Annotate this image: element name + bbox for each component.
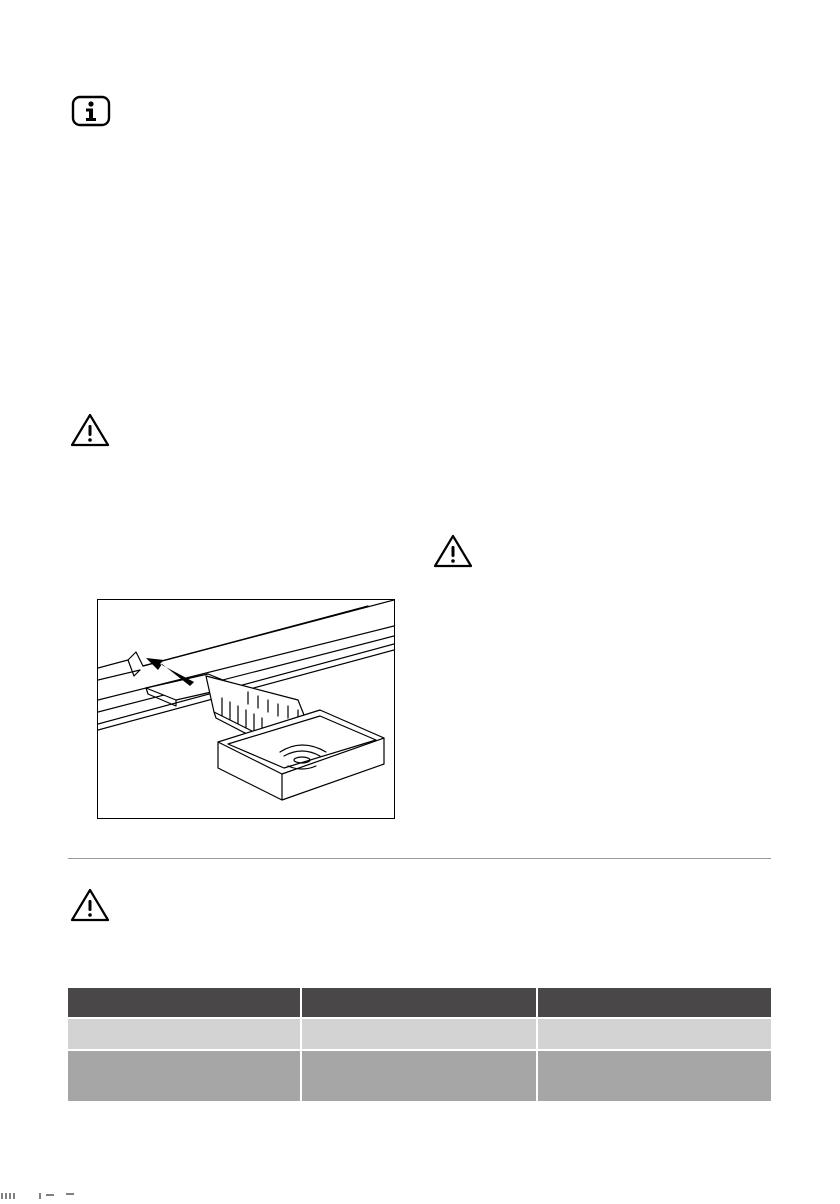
warning-triangle-icon xyxy=(432,533,474,569)
table-cell xyxy=(538,1017,771,1049)
drain-hole-cleaner-illustration xyxy=(97,599,395,819)
specification-table xyxy=(68,988,771,1101)
print-crop-mark xyxy=(0,1186,80,1192)
table-header-cell xyxy=(538,988,771,1017)
table-cell xyxy=(538,1049,771,1101)
table-row xyxy=(68,1049,771,1101)
table-header-row xyxy=(68,988,771,1017)
info-icon xyxy=(71,95,111,127)
table-cell xyxy=(68,1049,302,1101)
table-cell xyxy=(302,1017,538,1049)
warning-triangle-icon xyxy=(69,412,111,448)
section-divider xyxy=(68,858,771,859)
table-cell xyxy=(68,1017,302,1049)
table-header-cell xyxy=(302,988,538,1017)
warning-triangle-icon xyxy=(69,887,111,923)
table-cell xyxy=(302,1049,538,1101)
table-row xyxy=(68,1017,771,1049)
table-header-cell xyxy=(68,988,302,1017)
